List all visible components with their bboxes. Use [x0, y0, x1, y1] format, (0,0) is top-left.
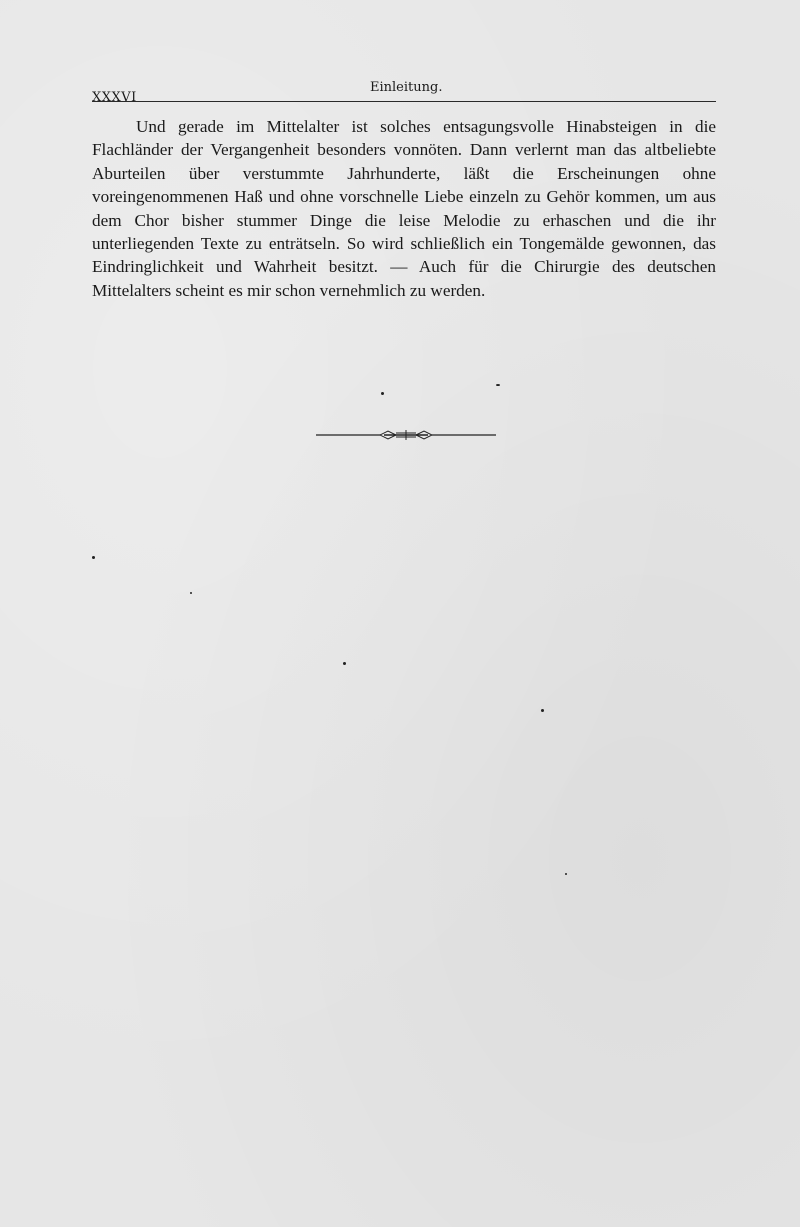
header-rule — [92, 101, 716, 102]
print-speck — [381, 392, 384, 395]
print-speck — [343, 662, 346, 665]
print-speck — [541, 709, 544, 712]
print-speck — [92, 556, 95, 559]
print-speck — [496, 384, 500, 386]
print-speck — [190, 592, 192, 594]
section-end-ornament — [316, 427, 496, 443]
body-paragraph: Und gerade im Mittelalter ist solches entsagungsvolle Hinabsteigen in die Flachländer der Vergangenheit besonders vonnöten. Dann verlernt man das altbeliebte Aburteilen über verstummte Jahrhunderte, läßt die Erscheinungen ohne voreingenommenen Haß und ohne vorschnelle Liebe einzeln zu Gehör kommen, um aus dem Chor bisher stummer Dinge die leise Melodie zu erhaschen und die ihr unterliegenden Texte zu enträtseln. So wird schließlich ein Tongemälde gewonnen, das Eindringlichkeit und Wahrheit besitzt. — Auch für die Chirurgie des deutschen Mittelalters scheint es mir schon vernehmlich zu werden. — [92, 117, 716, 300]
print-speck — [565, 873, 567, 875]
running-head: Einleitung. — [370, 80, 443, 95]
page-number: XXXVI — [92, 90, 137, 105]
page-header — [92, 80, 716, 105]
